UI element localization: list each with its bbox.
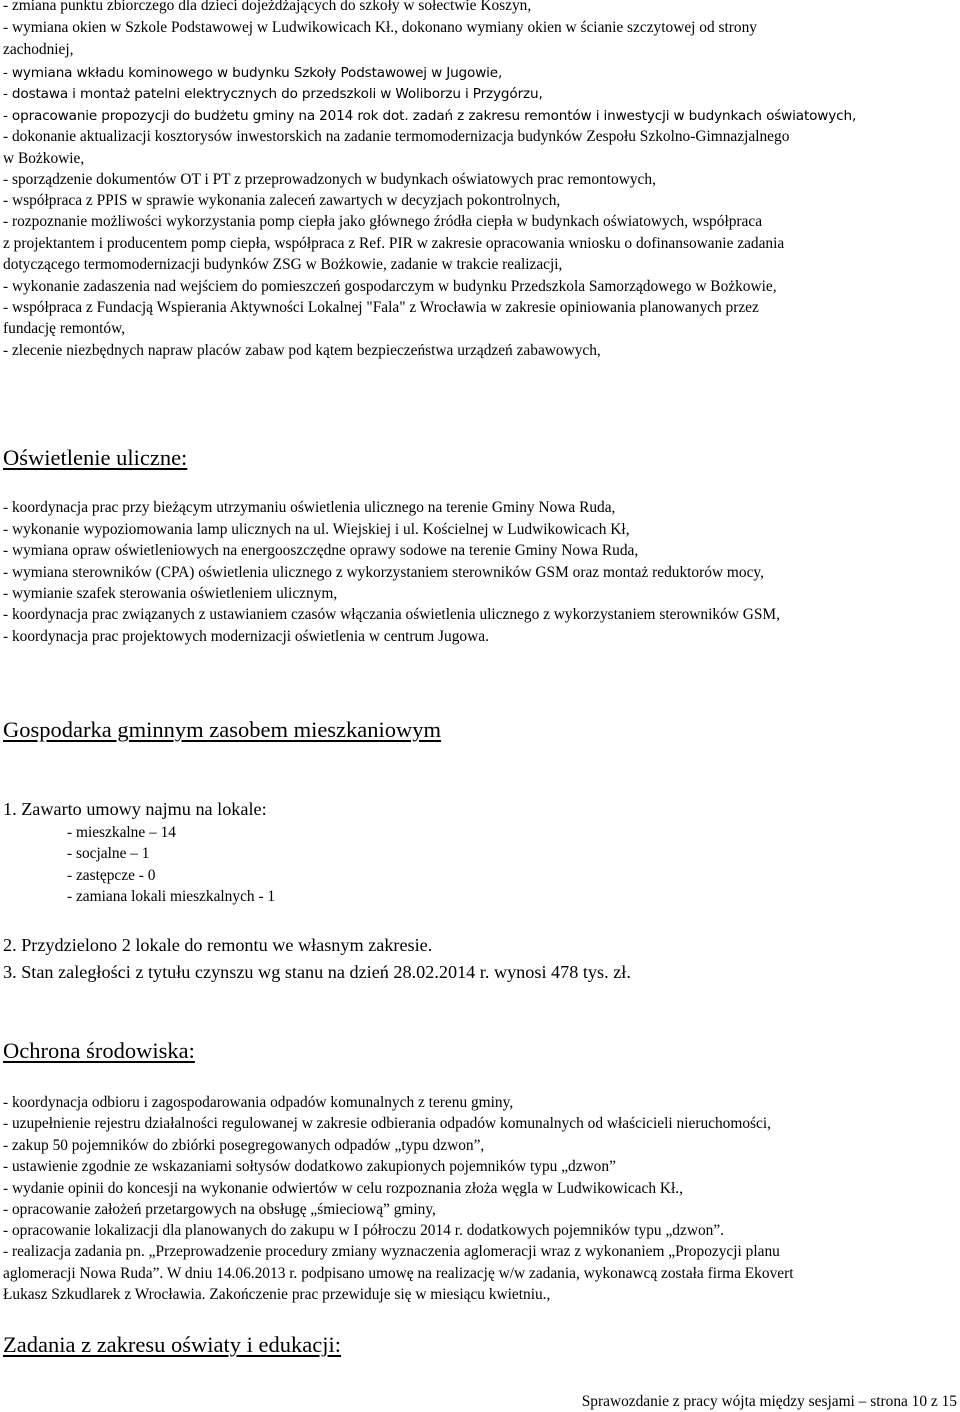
sub-list-item: - zamiana lokali mieszkalnych - 1 bbox=[67, 888, 276, 905]
sub-list-item: - zastępcze - 0 bbox=[67, 867, 156, 884]
text-line: - wymianie szafek sterowania oświetleniem ulicznym, bbox=[3, 585, 338, 602]
text-line: - wymiana wkładu kominowego w budynku Szkoły Podstawowej w Jugowie, bbox=[3, 65, 503, 81]
section-heading: Ochrona środowiska: bbox=[3, 1038, 195, 1063]
text-line: - zlecenie niezbędnych napraw placów zabaw pod kątem bezpieczeństwa urządzeń zabawowych, bbox=[3, 342, 601, 359]
section-heading: Gospodarka gminnym zasobem mieszkaniowym bbox=[3, 717, 442, 742]
text-line: - zakup 50 pojemników do zbiórki posegregowanych odpadów „typu dzwon”, bbox=[3, 1137, 485, 1154]
text-line: aglomeracji Nowa Ruda”. W dniu 14.06.2013 r. podpisano umowę na realizację w/w zadania, wykonawcą została firma Ekovert bbox=[3, 1265, 794, 1282]
text-line: - wydanie opinii do koncesji na wykonanie odwiertów w celu rozpoznania złoża węgla w Ludwikowicach Kł., bbox=[3, 1180, 683, 1197]
text-line: - wykonanie zadaszenia nad wejściem do pomieszczeń gospodarczym w budynku Przedszkola Samorządowego w Bożkowie, bbox=[3, 278, 777, 295]
text-line: - koordynacja prac związanych z ustawianiem czasów włączania oświetlenia ulicznego z wykorzystaniem sterowników GSM, bbox=[3, 606, 780, 623]
text-line: - rozpoznanie możliwości wykorzystania pomp ciepła jako głównego źródła ciepła w budynkach oświatowych, współpraca bbox=[3, 213, 763, 230]
text-line: - współpraca z Fundacją Wspierania Aktywności Lokalnej "Fala" z Wrocławia w zakresie opiniowania planowanych przez bbox=[3, 299, 759, 316]
text-line: - realizacja zadania pn. „Przeprowadzenie procedury zmiany wyznaczenia aglomeracji wraz z wykonaniem „Propozycji planu bbox=[3, 1243, 780, 1260]
text-line: w Bożkowie, bbox=[3, 150, 85, 167]
text-line: - zmiana punktu zbiorczego dla dzieci dojeżdżających do szkoły w sołectwie Koszyn, bbox=[3, 0, 532, 14]
text-line: - opracowanie założeń przetargowych na obsługę „śmieciową” gminy, bbox=[3, 1201, 436, 1218]
list-item: 1. Zawarto umowy najmu na lokale: bbox=[3, 799, 267, 819]
text-line: - współpraca z PPIS w sprawie wykonania zaleceń zawartych w decyzjach pokontrolnych, bbox=[3, 192, 561, 209]
text-line: - wymiana opraw oświetleniowych na energooszczędne oprawy sodowe na terenie Gminy Nowa Ruda, bbox=[3, 542, 639, 559]
text-line: - dostawa i montaż patelni elektrycznych do przedszkoli w Woliborzu i Przygórzu, bbox=[3, 86, 543, 102]
text-line: - koordynacja prac projektowych modernizacji oświetlenia w centrum Jugowa. bbox=[3, 628, 489, 645]
text-line: dotyczącego termomodernizacji budynków ZSG w Bożkowie, zadanie w trakcie realizacji, bbox=[3, 256, 563, 273]
text-line: - koordynacja prac przy bieżącym utrzymaniu oświetlenia ulicznego na terenie Gminy Nowa Ruda, bbox=[3, 499, 616, 516]
list-item: 2. Przydzielono 2 lokale do remontu we własnym zakresie. bbox=[3, 935, 433, 955]
section-heading: Zadania z zakresu oświaty i edukacji: bbox=[3, 1332, 341, 1357]
list-item: 3. Stan zaległości z tytułu czynszu wg stanu na dzień 28.02.2014 r. wynosi 478 tys. zł. bbox=[3, 962, 631, 982]
section-heading: Oświetlenie uliczne: bbox=[3, 445, 188, 470]
text-line: Łukasz Szkudlarek z Wrocławia. Zakończenie prac przewiduje się w miesiącu kwietniu., bbox=[3, 1286, 551, 1303]
text-line: - dokonanie aktualizacji kosztorysów inwestorskich na zadanie termomodernizacja budynków Zespołu Szkolno-Gimnazjalnego bbox=[3, 128, 790, 145]
text-line: - wykonanie wypoziomowania lamp ulicznych na ul. Wiejskiej i ul. Kościelnej w Ludwikowicach Kł, bbox=[3, 521, 630, 538]
text-line: - koordynacja odbioru i zagospodarowania odpadów komunalnych z terenu gminy, bbox=[3, 1094, 514, 1111]
text-line: - opracowanie lokalizacji dla planowanych do zakupu w I półroczu 2014 r. dodatkowych pojemników typu „dzwon”. bbox=[3, 1222, 725, 1239]
text-line: zachodniej, bbox=[3, 41, 74, 58]
sub-list-item: - mieszkalne – 14 bbox=[67, 824, 176, 841]
text-line: - opracowanie propozycji do budżetu gminy na 2014 rok dot. zadań z zakresu remontów i inwestycji w budynkach oświatowych, bbox=[3, 108, 857, 124]
page-footer: Sprawozdanie z pracy wójta między sesjami – strona 10 z 15 bbox=[581, 1393, 957, 1410]
text-line: z projektantem i producentem pomp ciepła, współpraca z Ref. PIR w zakresie opracowania wniosku o dofinansowanie zadania bbox=[3, 235, 785, 252]
text-line: - wymiana okien w Szkole Podstawowej w Ludwikowicach Kł., dokonano wymiany okien w ścianie szczytowej od strony bbox=[3, 19, 757, 36]
text-line: fundację remontów, bbox=[3, 320, 126, 337]
sub-list-item: - socjalne – 1 bbox=[67, 845, 150, 862]
text-line: - wymiana sterowników (CPA) oświetlenia ulicznego z wykorzystaniem sterowników GSM oraz montaż reduktorów mocy, bbox=[3, 564, 764, 581]
text-line: - sporządzenie dokumentów OT i PT z przeprowadzonych w budynkach oświatowych prac remontowych, bbox=[3, 171, 656, 188]
text-line: - ustawienie zgodnie ze wskazaniami sołtysów dodatkowo zakupionych pojemników typu „dzwon” bbox=[3, 1158, 616, 1175]
text-line: - uzupełnienie rejestru działalności regulowanej w zakresie odbierania odpadów komunalnych od właścicieli nieruchomości, bbox=[3, 1115, 771, 1132]
